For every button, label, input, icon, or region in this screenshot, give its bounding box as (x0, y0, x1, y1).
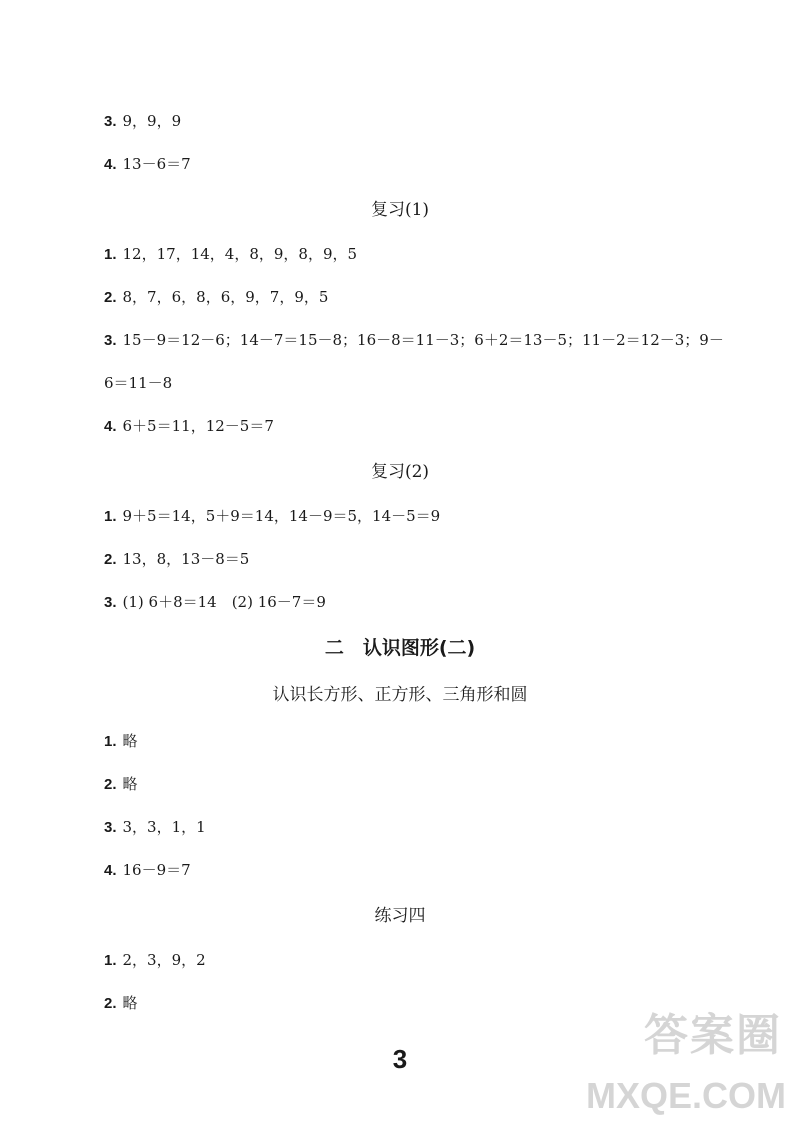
answer-line (104, 950, 206, 971)
section-title: 复习(1) (370, 200, 430, 220)
answer-text: 12，17，14，4，8，9，8，9，5 (122, 245, 358, 263)
answer-text: 13，8，13－8＝5 (122, 550, 250, 568)
answer-line (104, 993, 138, 1014)
answer-text: (1) 6＋8＝14 (2) 16－7＝9 (122, 593, 326, 611)
answer-text: 2，3，9，2 (122, 951, 206, 969)
answer-line (104, 817, 206, 838)
answer-line (104, 506, 440, 527)
answer-text: 9，9，9 (122, 112, 182, 130)
question-number: 1. (104, 508, 117, 525)
answer-text: 8，7，6，8，6，9，7，9，5 (122, 288, 329, 306)
question-number: 3. (104, 594, 117, 611)
answer-text: 13－6＝7 (122, 155, 191, 173)
question-number: 2. (104, 551, 117, 568)
answer-line (104, 111, 181, 132)
answer-line (104, 731, 138, 752)
answer-text: 略 (122, 775, 138, 793)
answer-line (104, 416, 274, 437)
page-number: 3 (392, 1044, 408, 1074)
question-number: 3. (104, 819, 117, 836)
answer-text: 略 (122, 994, 138, 1012)
answer-text: 3，3，1，1 (122, 818, 206, 836)
question-number: 1. (104, 733, 117, 750)
answer-line (104, 549, 249, 570)
answer-text: 15－9＝12－6；14－7＝15－8；16－8＝11－3；6＋2＝13－5；11－2＝12－3；9－ (122, 331, 724, 349)
question-number: 4. (104, 862, 117, 879)
answer-text: 6＝11－8 (104, 374, 173, 392)
answer-text: 6＋5＝11，12－5＝7 (122, 417, 274, 435)
answer-line (104, 244, 357, 265)
chapter-title: 二 认识图形(二) (324, 637, 476, 659)
watermark-text: 答案圈 (644, 1010, 782, 1061)
question-number: 4. (104, 156, 117, 173)
answer-line (104, 774, 138, 795)
answer-line (104, 860, 191, 881)
question-number: 4. (104, 418, 117, 435)
question-number: 1. (104, 952, 117, 969)
section-title: 认识长方形、正方形、三角形和圆 (272, 685, 528, 705)
answer-line (104, 592, 326, 613)
question-number: 2. (104, 289, 117, 306)
question-number: 3. (104, 113, 117, 130)
question-number: 2. (104, 776, 117, 793)
watermark-logo (586, 1011, 786, 1116)
question-number: 2. (104, 995, 117, 1012)
question-number: 1. (104, 246, 117, 263)
answer-line (104, 330, 724, 351)
section-title: 练习四 (374, 906, 426, 926)
watermark-url: MXQE.COM (585, 1075, 786, 1116)
answer-text: 16－9＝7 (122, 861, 191, 879)
answer-text: 略 (122, 732, 138, 750)
question-number: 3. (104, 332, 117, 349)
section-title: 复习(2) (370, 462, 430, 482)
answer-text: 9＋5＝14，5＋9＝14，14－9＝5，14－5＝9 (122, 507, 441, 525)
answer-line-continuation (104, 373, 172, 393)
answer-line (104, 287, 328, 308)
answer-line (104, 154, 191, 175)
